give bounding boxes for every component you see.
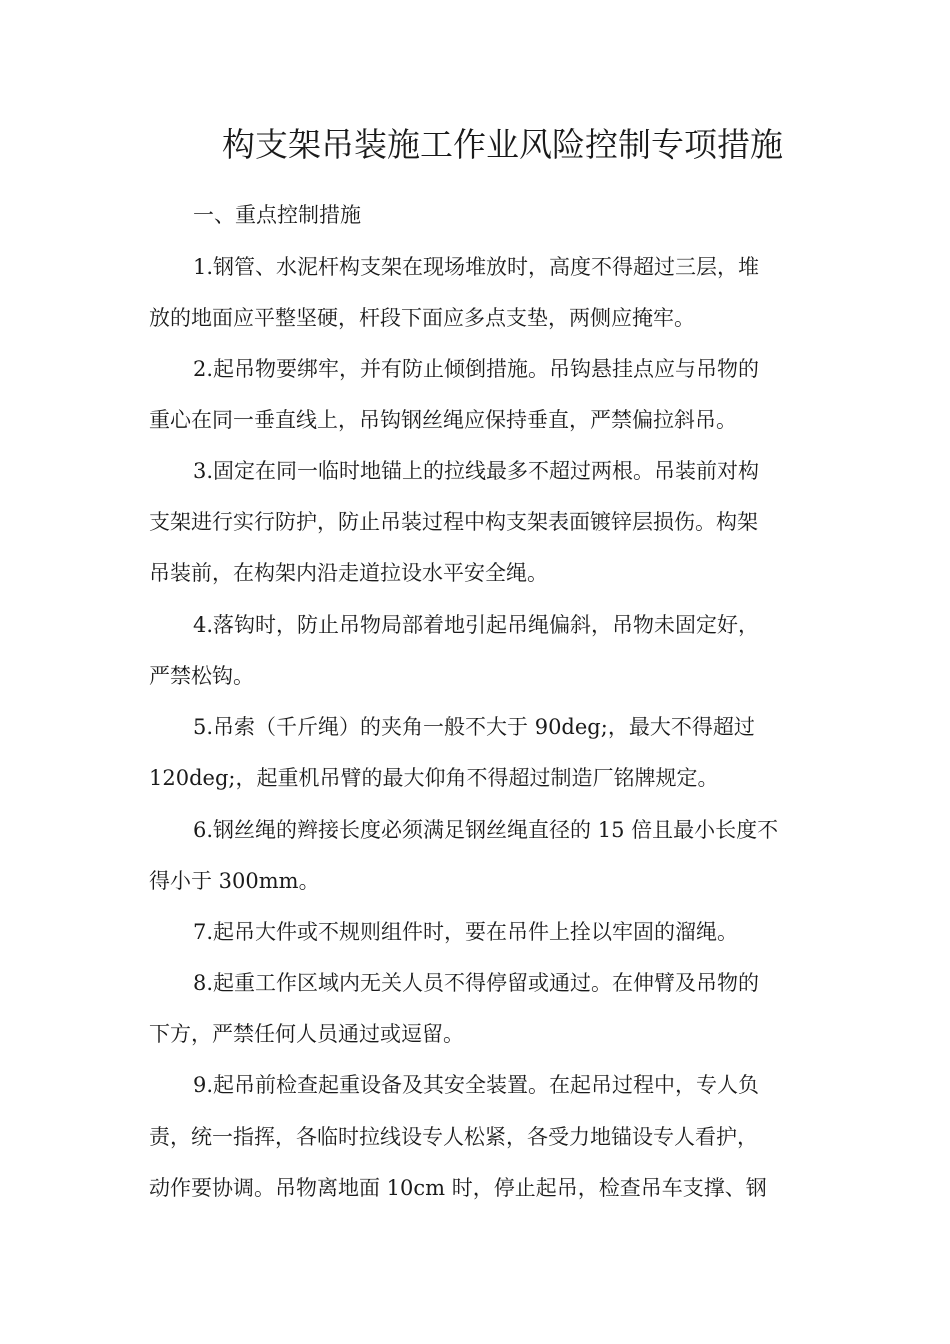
text-line: 放的地面应平整坚硬，杆段下面应多点支垫，两侧应掩牢。 (149, 306, 695, 330)
text-line: 4.落钩时，防止吊物局部着地引起吊绳偏斜，吊物未固定好， (193, 613, 760, 637)
text-line: 2.起吊物要绑牢，并有防止倾倒措施。吊钩悬挂点应与吊物的 (193, 357, 760, 381)
text-line: 严禁松钩。 (149, 664, 254, 688)
text-line: 下方，严禁任何人员通过或逗留。 (149, 1022, 464, 1046)
text-line: 吊装前，在构架内沿走道拉设水平安全绳。 (149, 561, 548, 585)
text-line: 7.起吊大件或不规则组件时，要在吊件上拴以牢固的溜绳。 (193, 920, 739, 944)
document-title: 构支架吊装施工作业风险控制专项措施 (222, 125, 783, 164)
text-line: 1.钢管、水泥杆构支架在现场堆放时，高度不得超过三层，堆 (193, 255, 760, 279)
text-line: 动作要协调。吊物离地面 10cm 时，停止起吊，检查吊车支撑、钢 (149, 1176, 767, 1200)
text-line: 8.起重工作区域内无关人员不得停留或通过。在伸臂及吊物的 (193, 971, 760, 995)
text-line: 6.钢丝绳的辫接长度必须满足钢丝绳直径的 15 倍且最小长度不 (193, 818, 779, 842)
text-line: 120deg;，起重机吊臂的最大仰角不得超过制造厂铭牌规定。 (149, 766, 719, 790)
text-line: 9.起吊前检查起重设备及其安全装置。在起吊过程中，专人负 (193, 1073, 760, 1097)
text-line: 3.固定在同一临时地锚上的拉线最多不超过两根。吊装前对构 (193, 459, 760, 483)
section-heading: 一、重点控制措施 (193, 203, 361, 227)
text-line: 责，统一指挥，各临时拉线设专人松紧，各受力地锚设专人看护， (149, 1125, 758, 1149)
text-line: 重心在同一垂直线上，吊钩钢丝绳应保持垂直，严禁偏拉斜吊。 (149, 408, 737, 432)
text-line: 支架进行实行防护，防止吊装过程中构支架表面镀锌层损伤。构架 (149, 510, 758, 534)
text-line: 得小于 300mm。 (149, 869, 320, 893)
text-line: 5.吊索（千斤绳）的夹角一般不大于 90deg;，最大不得超过 (193, 715, 755, 739)
